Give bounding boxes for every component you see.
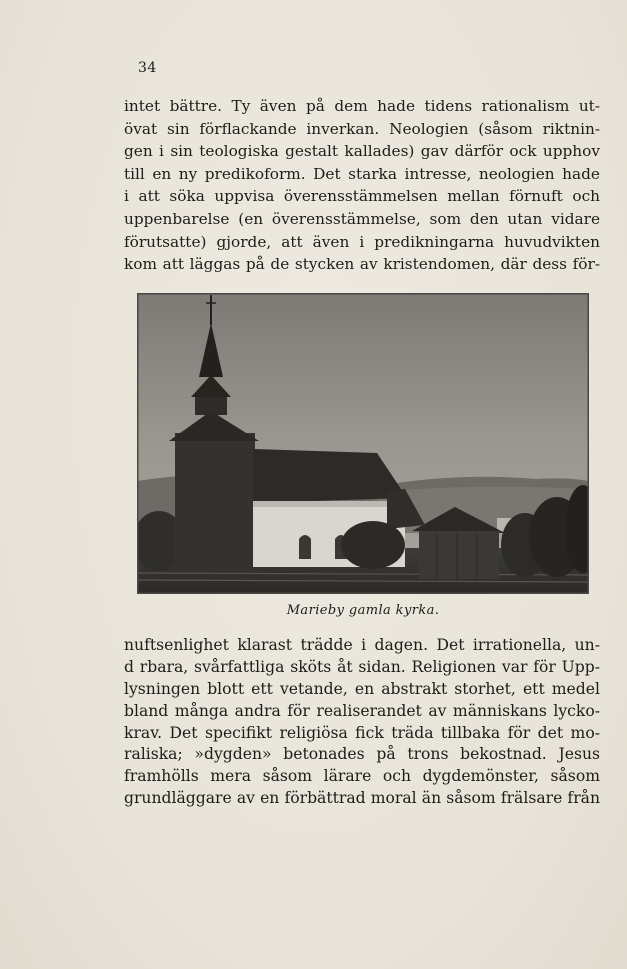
text-line: gen i sin teologiska gestalt kallades) gav därför ock upphov <box>124 142 600 161</box>
text-line: uppenbarelse (en överensstämmelse, som den utan vidare <box>124 209 600 228</box>
text-line: övat sin förflackande inverkan. Neologien (såsom riktnin- <box>124 119 600 138</box>
figure-caption: Marieby gamla kyrka. <box>286 603 440 618</box>
text-line: förutsatte) gjorde, att även i predikningarna huvudvikten <box>124 232 600 251</box>
text-line: intet bättre. Ty även på dem hade tidens rationalism ut- <box>124 97 600 115</box>
text-line: i att söka uppvisa överensstämmelsen mellan förnuft och <box>124 187 600 206</box>
body-text-top <box>124 95 600 276</box>
church-photograph <box>137 293 589 594</box>
text-line: kom att läggas på de stycken av kristendomen, där dess för- <box>124 255 600 274</box>
text-line: till en ny predikoform. Det starka intresse, neologien hade <box>124 164 600 183</box>
text-line: raliska; »dygden» betonades på trons bekostnad. Jesus <box>124 745 600 764</box>
body-text-bottom <box>124 635 600 810</box>
text-line: d rbara, svårfattliga sköts åt sidan. Religionen var för Upp- <box>124 657 600 676</box>
text-line: grundläggare av en förbättrad moral än såsom frälsare från <box>124 789 600 808</box>
text-line: krav. Det specifikt religiösa fick träda tillbaka för det mo- <box>124 723 600 742</box>
text-line: lysningen blott ett vetande, en abstrakt storhet, ett medel <box>124 679 600 698</box>
text-line: nuftsenlighet klarast trädde i dagen. Det irrationella, un- <box>124 636 600 654</box>
page-number: 34 <box>138 60 157 76</box>
text-line: framhölls mera såsom lärare och dygdemönster, såsom <box>124 767 600 786</box>
text-line: bland många andra för realiserandet av människans lycko- <box>124 701 600 720</box>
